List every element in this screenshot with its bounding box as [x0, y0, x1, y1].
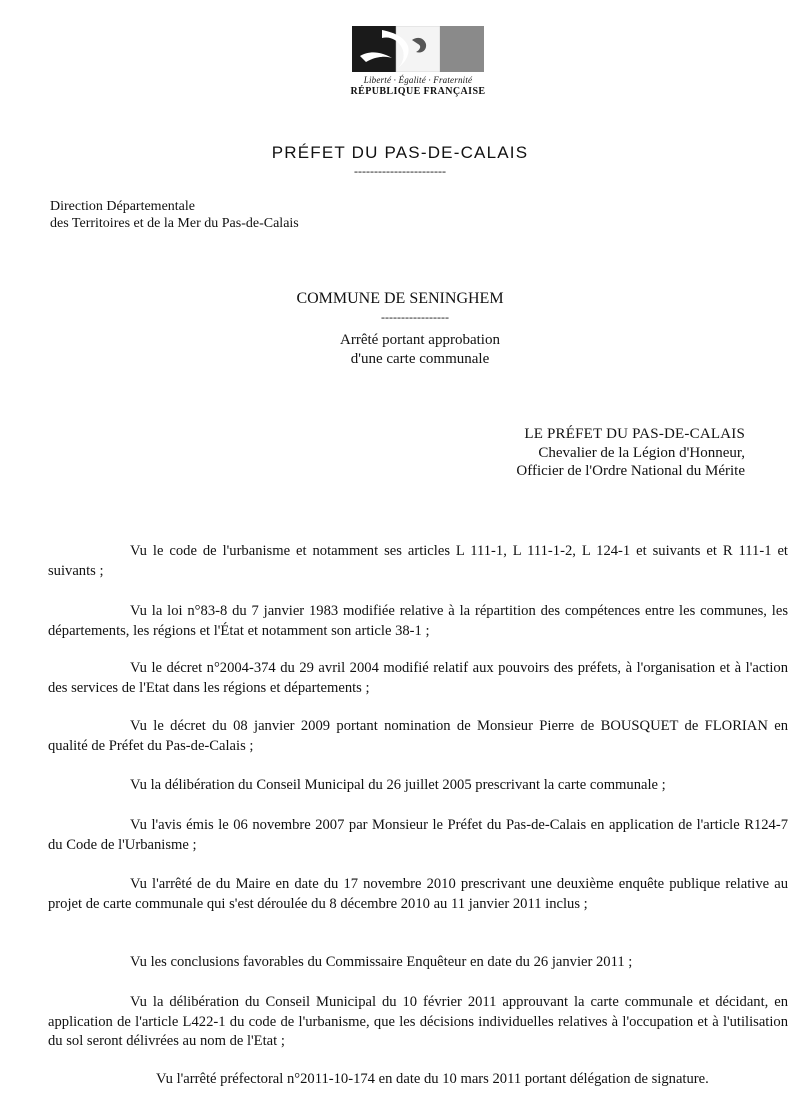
- consideration-text: Vu l'arrêté préfectoral n°2011-10-174 en date du 10 mars 2011 portant délégation de signature.: [156, 1071, 709, 1087]
- signatory-block: [440, 425, 745, 481]
- consideration-text: Vu l'arrêté de du Maire en date du 17 novembre 2010 prescrivant une deuxième enquête publique relative au projet de carte communale qui s'est déroulée du 8 décembre 2010 au 11 janvier 2011 inclus ;: [48, 876, 788, 912]
- department-line-2: des Territoires et de la Mer du Pas-de-Calais: [50, 216, 299, 231]
- consideration-paragraph: [48, 717, 788, 756]
- republic-motto: Liberté · Égalité · Fraternité: [363, 75, 473, 85]
- issuing-department: [50, 198, 299, 232]
- consideration-paragraph: [48, 602, 788, 641]
- marianne-logo-icon: [352, 26, 484, 72]
- signatory-honour-2: Officier de l'Ordre National du Mérite: [516, 463, 745, 479]
- consideration-text: Vu la loi n°83-8 du 7 janvier 1983 modifiée relative à la répartition des compétences entre les communes, les départements, les régions et l'État et notamment son article 38-1 ;: [48, 603, 788, 639]
- commune-name: COMMUNE DE SENINGHEM: [296, 290, 504, 307]
- decree-subject: [0, 331, 800, 369]
- consideration-paragraph: [48, 776, 788, 796]
- consideration-text: Vu les conclusions favorables du Commissaire Enquêteur en date du 26 janvier 2011 ;: [130, 954, 633, 970]
- consideration-text: Vu le code de l'urbanisme et notamment ses articles L 111-1, L 111-1-2, L 124-1 et suivants et R 111-1 et suivants ;: [48, 543, 788, 579]
- signatory-honour-1: Chevalier de la Légion d'Honneur,: [538, 444, 745, 461]
- consideration-text: Vu la délibération du Conseil Municipal du 26 juillet 2005 prescrivant la carte communale ;: [130, 777, 666, 793]
- consideration-paragraph: [48, 816, 788, 855]
- consideration-text: Vu le décret du 08 janvier 2009 portant nomination de Monsieur Pierre de BOUSQUET de FLORIAN en qualité de Préfet du Pas-de-Calais ;: [48, 718, 788, 754]
- consideration-paragraph: [48, 875, 788, 914]
- consideration-text: Vu la délibération du Conseil Municipal du 10 février 2011 approuvant la carte communale et décidant, en application de l'article L422-1 du code de l'urbanisme, que les décisions individuelles relatives à l'occupation et à l'utilisation du sol seront délivrées au nom de l'Etat ;: [48, 994, 788, 1049]
- republic-name: RÉPUBLIQUE FRANÇAISE: [350, 86, 486, 97]
- consideration-text: Vu le décret n°2004-374 du 29 avril 2004 modifié relatif aux pouvoirs des préfets, à l'organisation et à l'action des services de l'Etat dans les régions et départements ;: [48, 660, 788, 696]
- signatory-title: LE PRÉFET DU PAS-DE-CALAIS: [524, 426, 745, 442]
- consideration-paragraph: [48, 953, 788, 973]
- consideration-text: Vu l'avis émis le 06 novembre 2007 par Monsieur le Préfet du Pas-de-Calais en application de l'article R124-7 du Code de l'Urbanisme ;: [48, 817, 788, 853]
- decree-subject-line-1: Arrêté portant approbation: [340, 332, 500, 348]
- decree-subject-line-2: d'une carte communale: [350, 351, 490, 367]
- title-separator: -----------------------: [354, 164, 446, 178]
- department-line-1: Direction Départementale: [50, 199, 195, 214]
- subject-separator: -----------------: [381, 310, 449, 324]
- consideration-paragraph: [48, 1070, 788, 1090]
- consideration-paragraph: [48, 659, 788, 698]
- consideration-paragraph: [48, 542, 788, 581]
- consideration-paragraph: [48, 993, 788, 1052]
- republique-francaise-logo: [350, 26, 486, 97]
- prefecture-title: PRÉFET DU PAS-DE-CALAIS: [271, 143, 529, 162]
